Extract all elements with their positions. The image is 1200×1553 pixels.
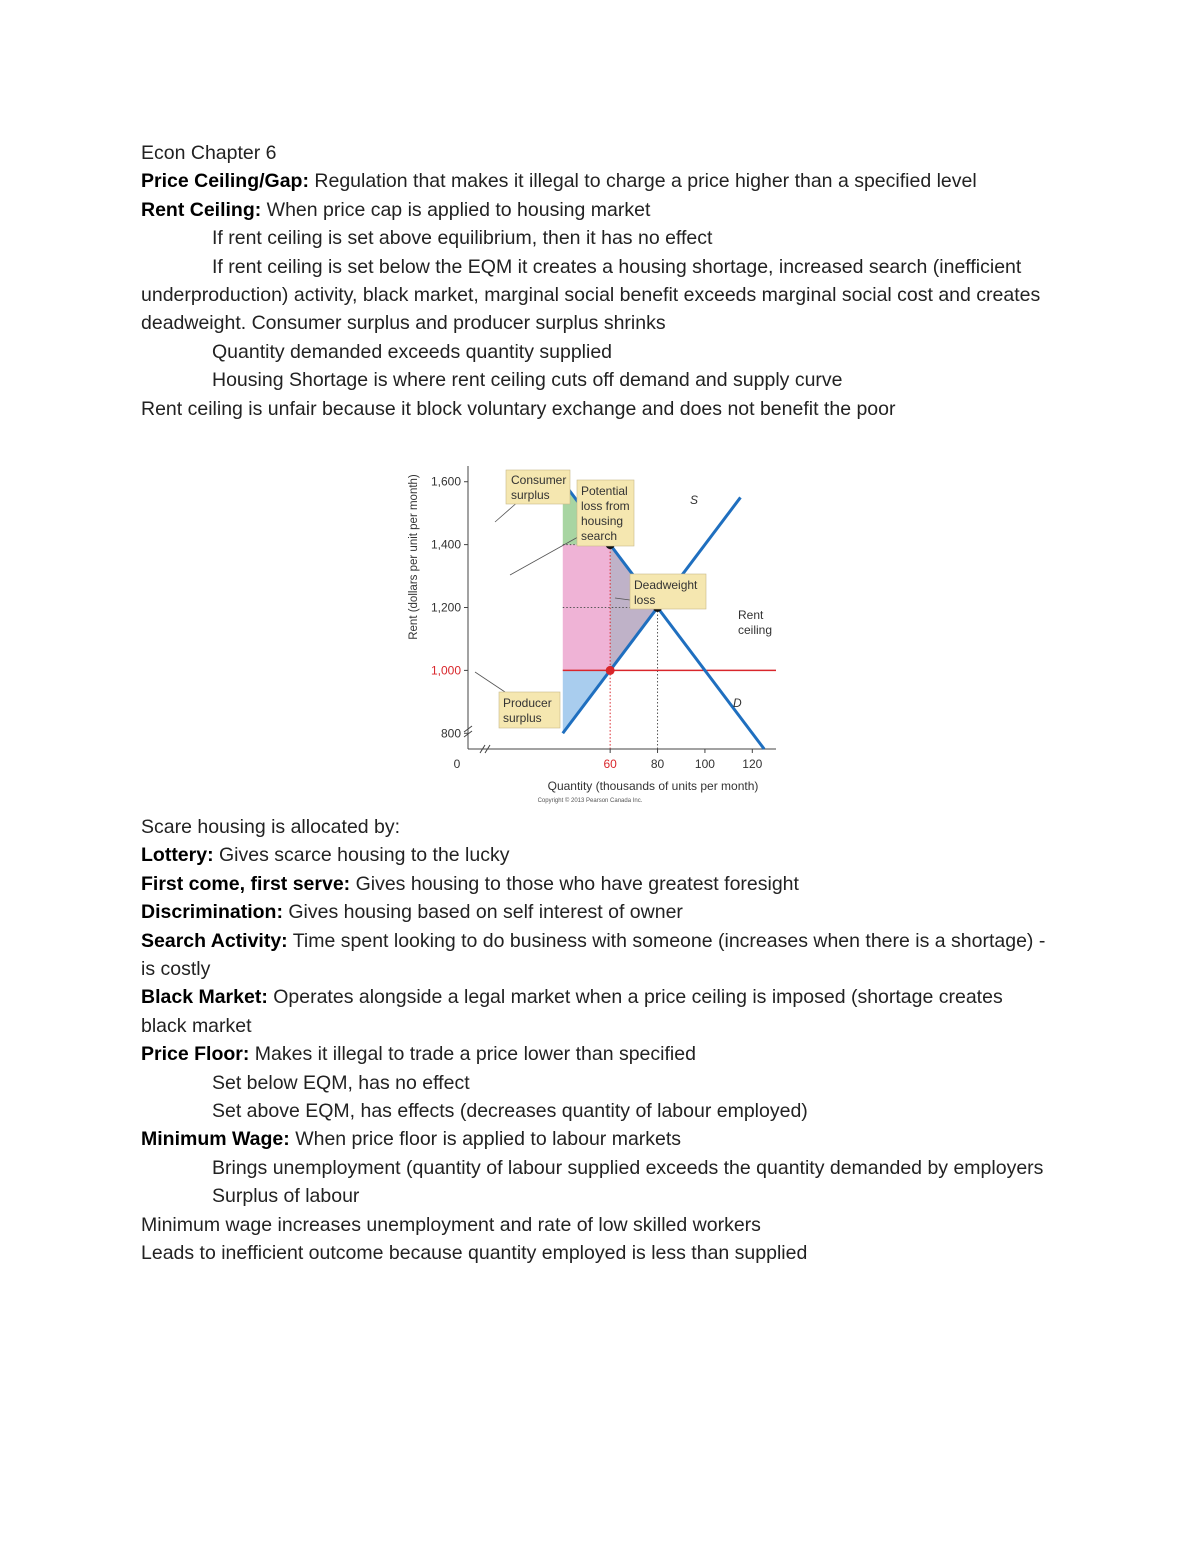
y-tick-label: 1,200 [430,600,461,615]
def-lottery [141,841,1051,869]
demand-label: D [733,696,742,710]
def-price-ceiling [141,167,1051,195]
point-ceiling-supply [606,666,615,675]
x-tick-label: 120 [742,757,763,771]
search-label-1: Potential [581,484,628,498]
copyright-note: Copyright © 2013 Pearson Canada Inc. [537,798,643,804]
x-tick-label: 100 [694,757,715,771]
doc-title: Econ Chapter 6 [141,142,277,164]
search-label-3: housing [581,514,624,528]
y-axis-title: Rent (dollars per unit per month) [408,474,420,640]
term: Search Activity: [141,929,288,952]
term: Minimum Wage: [141,1128,290,1151]
note-unemployment-text: Brings unemployment (quantity of labour supplied exceeds the quantity demanded by employers [212,1156,1044,1179]
note-floor-below: Set below EQM, has no effect [212,1071,470,1094]
definition: When price floor is applied to labour markets [289,1128,682,1151]
note-unemployment [141,1154,1051,1182]
note-unfair: Rent ceiling is unfair because it block voluntary exchange and does not benefit the poor [141,397,896,420]
term: Discrimination: [141,901,283,924]
x-tick-label: 80 [650,757,665,771]
producer-label-1: Producer [503,696,552,710]
consumer-label-2: surplus [511,488,550,502]
term: Black Market: [141,986,268,1009]
term: Price Floor: [141,1043,250,1066]
deadweight-label-1: Deadweight [634,578,698,592]
note-rent-below [141,253,1051,338]
search-label-2: loss from [581,499,630,513]
y-tick-label: 1,400 [430,537,461,552]
notes-top [141,139,1051,423]
def-first-come [141,870,1051,898]
term: Price Ceiling/Gap: [141,170,309,193]
definition: Makes it illegal to trade a price lower than specified [249,1043,696,1066]
rent-ceiling-chart [400,462,790,807]
note-qd-exceeds: Quantity demanded exceeds quantity supplied [212,340,613,363]
definition: Regulation that makes it illegal to charge a price higher than a specified level [308,170,977,193]
definition: Gives scarce housing to the lucky [213,844,510,867]
deadweight-label-2: loss [634,593,656,607]
consumer-label-1: Consumer [511,473,567,487]
ceiling-label-2: ceiling [738,623,773,637]
definition: Time spent looking to do business with someone (increases when there is a shortage) - is costly [141,929,1046,981]
def-discrimination [141,898,1051,926]
notes-bottom [141,813,1051,1268]
scarce-intro: Scare housing is allocated by: [141,816,401,838]
y-tick-label: 1,600 [430,474,461,489]
definition: Operates alongside a legal market when a price ceiling is imposed (shortage creates black market [141,986,1003,1037]
term: Lottery: [141,844,214,867]
definition: Gives housing based on self interest of owner [282,901,683,924]
y-tick-label: 800 [440,726,461,741]
note-rent-below-text: If rent ceiling is set below the EQM it creates a housing shortage, increased search (inefficient underproduction) activity, black market, marginal social benefit exceeds marginal social cost and creates deadweight. Consumer surplus and producer surplus shrinks [141,255,1041,335]
def-rent-ceiling [141,196,1051,224]
def-minimum-wage [141,1125,1051,1153]
definition: Gives housing to those who have greatest foresight [350,872,799,895]
note-shortage: Housing Shortage is where rent ceiling cuts off demand and supply curve [212,369,843,392]
note-rent-above: If rent ceiling is set above equilibrium, then it has no effect [212,227,713,250]
producer-label-2: surplus [503,711,542,725]
note-mw-increases: Minimum wage increases unemployment and rate of low skilled workers [141,1213,761,1236]
supply-label: S [690,493,699,507]
def-price-floor [141,1040,1051,1068]
definition: When price cap is applied to housing market [261,198,651,221]
def-search-activity [141,927,1051,984]
ceiling-label-1: Rent [738,608,764,622]
x-axis-title: Quantity (thousands of units per month) [547,779,759,793]
note-inefficient: Leads to inefficient outcome because quantity employed is less than supplied [141,1242,808,1265]
x-tick-label: 0 [453,757,461,771]
y-tick-label: 1,000 [430,663,461,678]
term: First come, first serve: [141,872,351,895]
note-surplus-labour: Surplus of labour [212,1185,360,1208]
x-tick-label: 60 [603,757,617,771]
note-floor-above: Set above EQM, has effects (decreases quantity of labour employed) [212,1100,808,1123]
def-black-market [141,983,1051,1040]
term: Rent Ceiling: [141,198,262,221]
search-label-4: search [581,529,618,543]
